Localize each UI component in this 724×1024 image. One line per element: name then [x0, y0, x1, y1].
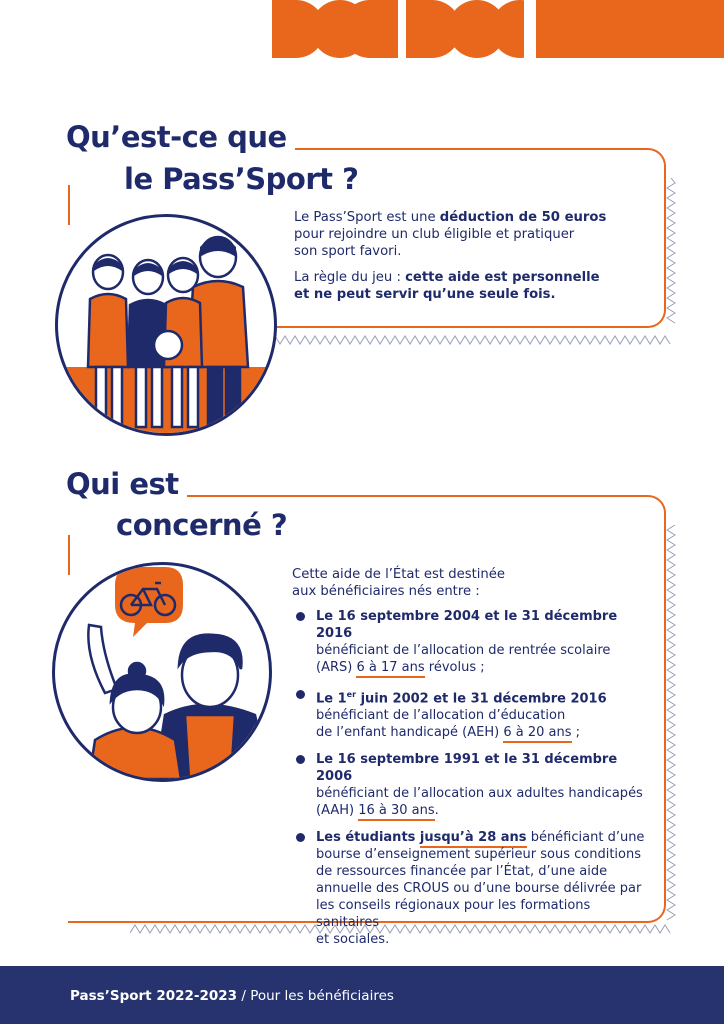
section1-paragraph1: Le Pass’Sport est une déduction de 50 euros pour rejoindre un club éligible et pratiquer son sport favori.	[294, 210, 607, 259]
bullet-icon	[296, 690, 305, 699]
zigzag-border-right-2	[666, 525, 676, 925]
section2-title-line1: Qui est	[66, 465, 187, 503]
section2-intro: Cette aide de l’État est destinée aux bénéficiaires nés entre :	[292, 567, 505, 599]
section2-title-line2: concerné ?	[112, 506, 295, 544]
two-people-illustration	[52, 562, 272, 782]
frame-left-edge	[68, 185, 70, 225]
group-of-players-illustration	[55, 214, 277, 436]
section1-title-line1: Qu’est-ce que	[66, 118, 295, 156]
footer-bar	[0, 966, 724, 1024]
zigzag-border-right	[666, 178, 676, 330]
zigzag-border-bottom	[270, 335, 672, 345]
section1-title-line2: le Pass’Sport ?	[120, 160, 366, 198]
bullet-icon	[296, 612, 305, 621]
beneficiaries-list	[292, 608, 654, 958]
list-item: Le 16 septembre 1991 et le 31 décembre 2006 bénéficiant de l’allocation aux adultes handicapés (AAH) 16 à 30 ans.	[292, 751, 654, 819]
list-item: Les étudiants jusqu’à 28 ans bénéficiant d’une bourse d’enseignement supérieur sous conditions de ressources financée par l’État, d’une aide annuelle des CROUS ou d’une bourse délivrée par les conseils régionaux pour les formations sanitaires et sociales.	[292, 829, 654, 948]
list-item: Le 16 septembre 2004 et le 31 décembre 2016 bénéficiant de l’allocation de rentrée scolaire (ARS) 6 à 17 ans révolus ;	[292, 608, 654, 676]
bullet-icon	[296, 833, 305, 842]
top-decorative-band	[272, 0, 724, 58]
list-item: Le 1er juin 2002 et le 31 décembre 2016 bénéficiant de l’allocation d’éducation de l’enfant handicapé (AEH) 6 à 20 ans ;	[292, 686, 654, 741]
bullet-icon	[296, 755, 305, 764]
frame-left-edge-2	[68, 535, 70, 575]
section1-paragraph2: La règle du jeu : cette aide est personnelle et ne peut servir qu’une seule fois.	[294, 270, 600, 302]
footer-text: Pass’Sport 2022-2023 / Pour les bénéficiaires	[70, 988, 394, 1004]
